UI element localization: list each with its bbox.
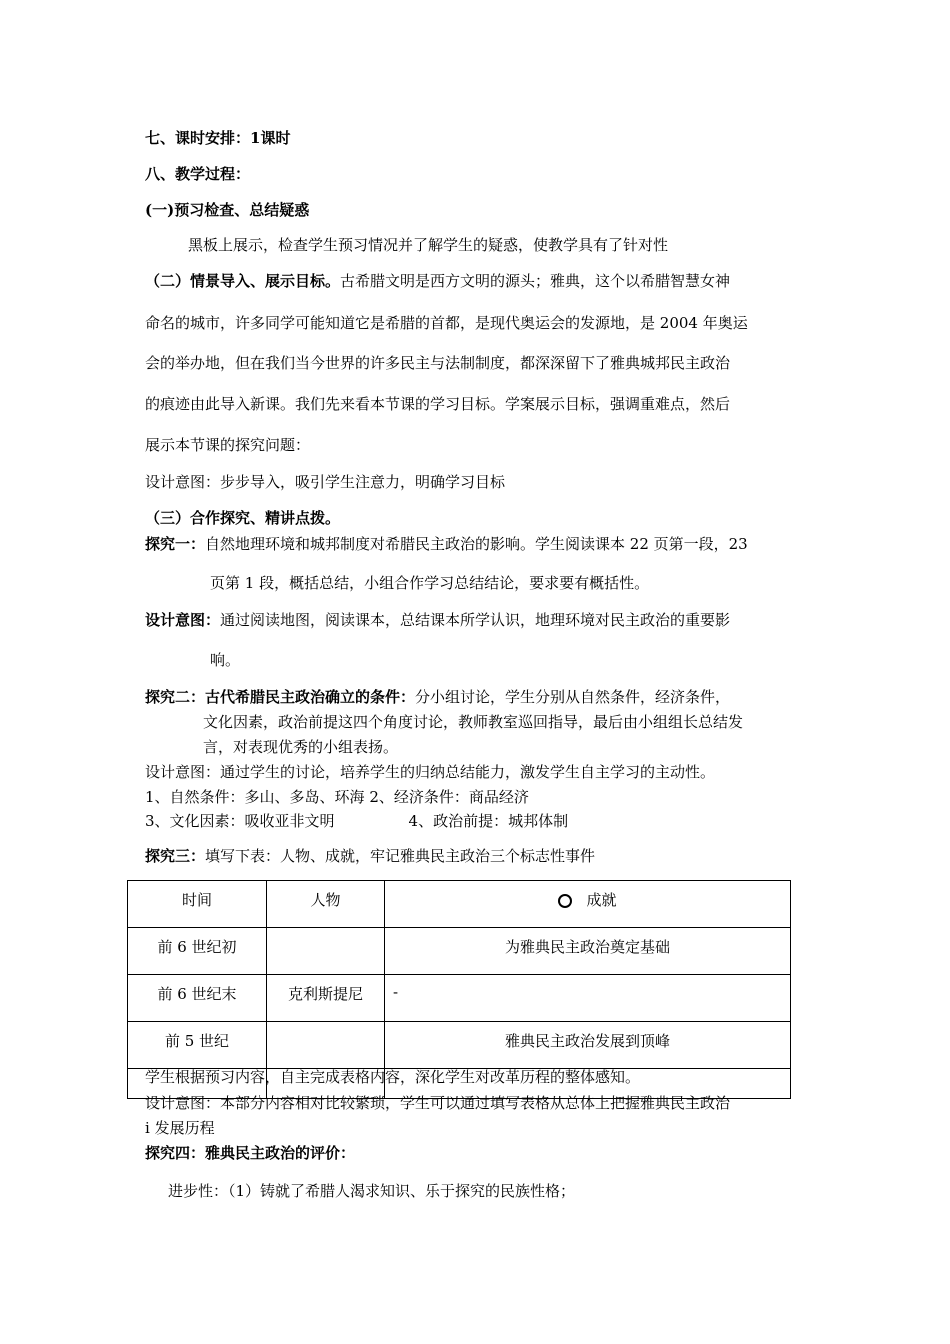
header-time: 时间 [128, 881, 267, 928]
line-explore-1 [145, 534, 748, 554]
line-preview: 黑板上展示，检查学生预习情况并了解学生的疑惑，使教学具有了针对性 [188, 236, 669, 254]
explore-1-heading: 探究一： [145, 535, 206, 553]
line-intro-5: 展示本节课的探究问题： [145, 436, 311, 454]
line-explore-1b: 页第 1 段，概括总结，小组合作学习总结结论，要求要有概括性。 [210, 574, 650, 592]
design-2-text: 通过阅读地图，阅读课本，总结课本所学认识，地理环境对民主政治的重要影 [220, 611, 731, 629]
table-row [128, 1022, 791, 1069]
line-progress: 进步性：（1）铸就了希腊人渴求知识、乐于探究的民族性格； [168, 1182, 576, 1200]
line-process: 八、教学过程： [145, 165, 251, 183]
explore-2-text: 分小组讨论，学生分别从自然条件，经济条件， [415, 688, 731, 706]
line-explore-3 [145, 846, 595, 866]
line-section-1: (一)预习检查、总结疑惑 [145, 201, 310, 219]
table-row [128, 928, 791, 975]
condition-politics: 4、政治前提：城邦体制 [408, 812, 569, 830]
line-design-1: 设计意图：步步导入，吸引学生注意力，明确学习目标 [145, 473, 506, 491]
line-explore-4: 探究四：雅典民主政治的评价： [145, 1144, 356, 1162]
line-design-3: 设计意图：通过学生的讨论，培养学生的归纳总结能力，激发学生自主学习的主动性。 [145, 763, 716, 781]
explore-2-heading: 探究二：古代希腊民主政治确立的条件： [145, 688, 416, 706]
explore-3-heading: 探究三： [145, 847, 206, 865]
line-conditions-2 [145, 811, 568, 831]
line-section-3: （三）合作探究、精讲点拨。 [145, 509, 341, 527]
cell-person [267, 1022, 385, 1069]
cell-time: 前 6 世纪初 [128, 928, 267, 975]
cell-person: 克利斯提尼 [267, 975, 385, 1022]
intro-heading: （二）情景导入、展示目标。 [145, 272, 341, 290]
line-schedule: 七、课时安排：1课时 [145, 129, 291, 147]
intro-text: 古希腊文明是西方文明的源头；雅典，这个以希腊智慧女神 [340, 272, 731, 290]
cell-achievement: - [385, 975, 791, 1022]
line-explore-2 [145, 687, 730, 707]
header-achievement-cell [385, 881, 791, 928]
cell-achievement: 为雅典民主政治奠定基础 [385, 928, 791, 975]
line-intro-4: 的痕迹由此导入新课。我们先来看本节课的学习目标。学案展示目标，强调重难点，然后 [145, 395, 731, 413]
line-intro-2: 命名的城市，许多同学可能知道它是希腊的首都，是现代奥运会的发源地，是 2004 年奥运 [145, 314, 748, 332]
table-row [128, 975, 791, 1022]
explore-1-text: 自然地理环境和城邦制度对希腊民主政治的影响。学生阅读课本 22 页第一段，23 [205, 535, 748, 553]
cell-time: 前 5 世纪 [128, 1022, 267, 1069]
line-design-4: 设计意图：本部分内容相对比较繁琐，学生可以通过填写表格从总体上把握雅典民主政治 [145, 1094, 731, 1112]
line-explore-2b: 文化因素，政治前提这四个角度讨论，教师教室巡回指导，最后由小组组长总结发 [203, 713, 744, 731]
line-explore-2c: 言，对表现优秀的小组表扬。 [203, 738, 399, 756]
cell-time: 前 6 世纪末 [128, 975, 267, 1022]
line-design-2 [145, 610, 730, 630]
line-intro-3: 会的举办地，但在我们当今世界的许多民主与法制制度，都深深留下了雅典城邦民主政治 [145, 354, 731, 372]
line-conditions-1: 1、自然条件：多山、多岛、环海 2、经济条件：商品经济 [145, 788, 529, 806]
circle-icon [558, 894, 572, 908]
cell-achievement: 雅典民主政治发展到顶峰 [385, 1022, 791, 1069]
header-person: 人物 [267, 881, 385, 928]
header-achievement: 成就 [586, 891, 617, 909]
design-2-heading: 设计意图： [145, 611, 221, 629]
condition-culture: 3、文化因素：吸收亚非文明 [145, 812, 335, 830]
explore-3-text: 填写下表：人物、成就，牢记雅典民主政治三个标志性事件 [205, 847, 596, 865]
line-intro [145, 271, 730, 291]
line-design-4b: i 发展历程 [145, 1119, 215, 1137]
table-header-row [128, 881, 791, 928]
line-design-2b: 响。 [210, 651, 241, 669]
cell-person [267, 928, 385, 975]
line-student-fill: 学生根据预习内容，自主完成表格内容，深化学生对改革历程的整体感知。 [145, 1068, 641, 1086]
